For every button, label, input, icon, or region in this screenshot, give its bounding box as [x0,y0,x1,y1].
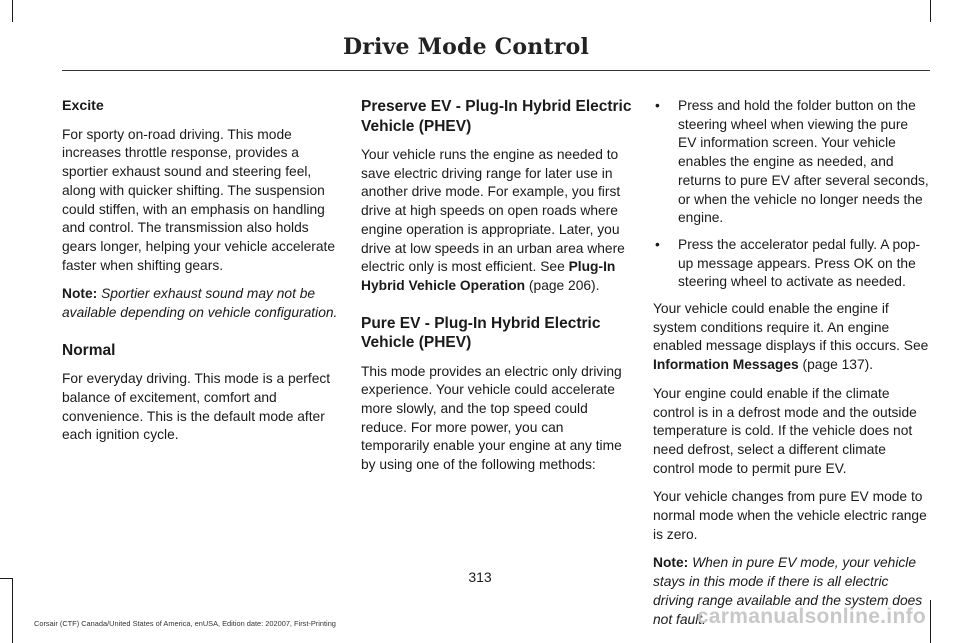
preserve-ev-text: Your vehicle runs the engine as needed to save electric driving range for later use in another drive mode. For example, you first drive at high speeds on open roads where engine operation is appropriate. Later, you drive at low speeds in an urban area where electric only is most efficient. [361,147,625,275]
list-item-text: Press and hold the folder button on the steering wheel when viewing the pure EV information screen. Your vehicle enables the engine as needed, and returns to pure EV after several seconds, or when the vehicle no longer needs the engine. [678,98,929,226]
engine-enable-text: Your vehicle could enable the engine if system conditions require it. An engine enabled message displays if this occurs. [653,301,900,354]
excite-heading: Excite [62,98,104,114]
crop-mark-top-right [930,0,931,22]
preserve-ev-heading: Preserve EV - Plug-In Hybrid Electric Vehicle (PHEV) [361,98,632,135]
list-item [653,97,930,228]
mode-change-body: Your vehicle changes from pure EV mode to normal mode when the vehicle electric range is zero. [653,489,927,542]
note-label: Note: [62,286,98,302]
column-right [653,97,930,639]
excite-body: For sporty on-road driving. This mode increases throttle response, provides a sportier exhaust sound and steering feel, along with quicker shifting. The suspension could stiffen, with an emphasis on handling and control. The transmission also holds gears longer, helping your vehicle accelerate faster when shifting gears. [62,126,336,273]
plug-in-hybrid-link[interactable]: Plug-In Hybrid Vehicle Operation [361,259,616,293]
list-item [653,236,930,292]
page-number: 313 [468,569,492,585]
page-reference: (page 137). [802,357,874,373]
excite-note [62,285,340,322]
see-label: See [903,338,929,354]
methods-list [653,97,930,292]
page-title: Drive Mode Control [342,34,590,60]
watermark-logo: carmanualsonline.info [696,605,926,628]
bullet-icon: • [655,98,660,113]
edition-footer: Corsair (CTF) Canada/United States of America, enUSA, Edition date: 202007, First-Printing [34,619,336,628]
note-text: Sportier exhaust sound may not be available depending on vehicle configuration. [62,286,338,321]
column-middle [361,97,633,485]
normal-body: For everyday driving. This mode is a perfect balance of excitement, comfort and convenience. This is the default mode after each ignition cycle. [62,371,331,443]
column-left [62,97,340,455]
preserve-ev-body [361,146,633,296]
crop-mark-bottom-right [930,600,931,643]
pure-ev-heading: Pure EV - Plug-In Hybrid Electric Vehicle (PHEV) [361,314,601,352]
bullet-icon: • [655,236,660,252]
normal-heading: Normal [62,341,116,359]
list-item-text: Press the accelerator pedal fully. A pop-up message appears. Press OK on the steering wheel to activate as needed. [678,236,921,290]
engine-enable-body [653,300,930,375]
note-text: When in pure EV mode, your vehicle stays in this mode if there is all electric driving range available and the system does not fault. [653,555,923,627]
pure-ev-body: This mode provides an electric only driving experience. Your vehicle could accelerate more slowly, and the top speed could reduce. For more power, you can temporarily enable your engine at any time by using one of the following methods: [361,363,622,473]
page-reference: (page 206). [528,277,600,293]
note-label: Note: [653,555,689,571]
header-rule [62,70,930,71]
see-label: See [540,259,565,275]
information-messages-link[interactable]: Information Messages [653,357,799,373]
climate-body: Your engine could enable if the climate control is in a defrost mode and the outside temperature is cold. If the vehicle does not need defrost, select a different climate control mode to permit pure EV. [653,385,917,476]
crop-mark-top-left [12,0,13,22]
crop-mark-bottom-left [12,578,13,643]
